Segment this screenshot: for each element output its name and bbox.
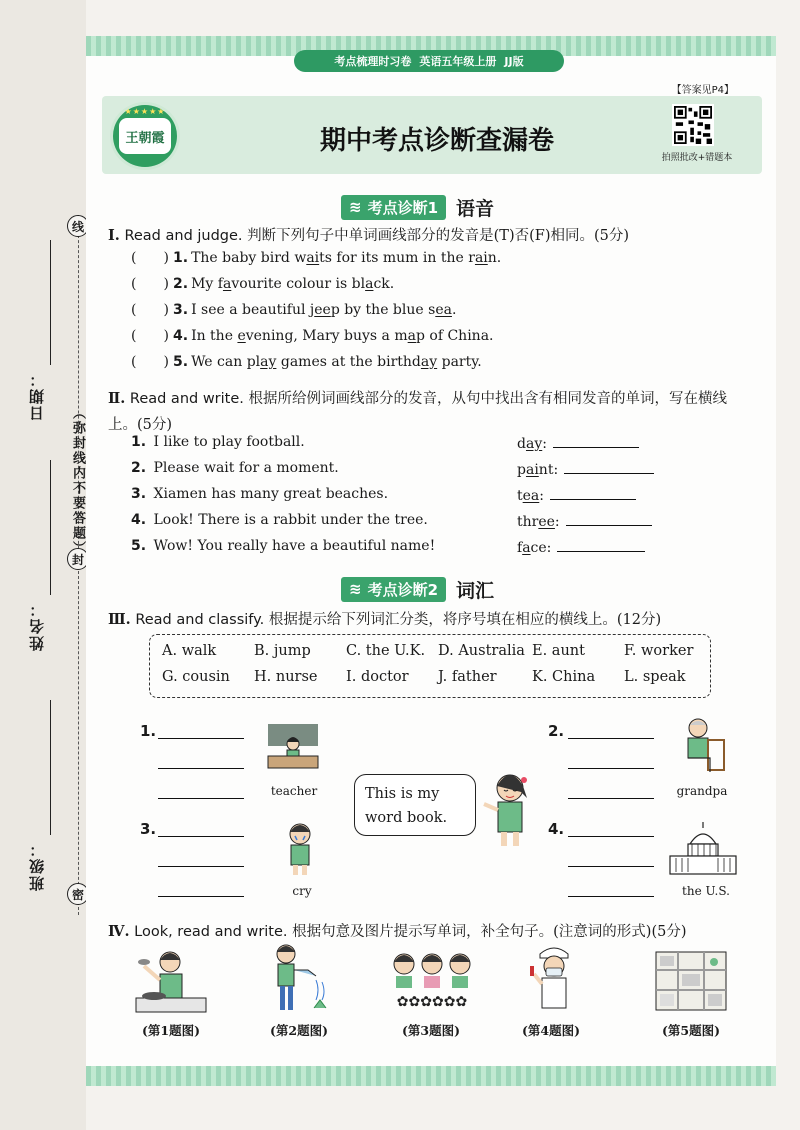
date-field[interactable]: [26, 370, 56, 421]
date-label: 日期：: [28, 370, 46, 421]
word-option: J. father: [438, 669, 497, 685]
question-number: 1.: [131, 434, 147, 450]
sentence-text: I see a beautiful j: [191, 302, 315, 318]
answer-paren[interactable]: ( ): [131, 276, 169, 292]
answer-blank[interactable]: [557, 538, 645, 552]
class-field[interactable]: [26, 840, 56, 891]
sentence-text: ck.: [373, 276, 395, 292]
sentence-text: ce:: [530, 540, 552, 556]
group2-blank-3[interactable]: [568, 798, 654, 799]
page-title: 期中考点诊断查漏卷: [319, 126, 554, 156]
question-sentence: Please wait for a moment.: [149, 460, 339, 476]
series-edition: JJ版: [504, 55, 524, 68]
question-sentence: [191, 328, 493, 344]
group3-blank-1[interactable]: [158, 836, 244, 837]
name-line: [50, 460, 51, 595]
answer-blank[interactable]: [564, 460, 654, 474]
sentence-text: :: [542, 436, 547, 452]
question-sentence: I like to play football.: [149, 434, 305, 450]
underlined-letters: ai: [474, 250, 488, 266]
logo-stars-icon: ★★★★★: [124, 107, 166, 116]
watering-girl-picture: [264, 942, 334, 1014]
answer-blank[interactable]: [566, 512, 652, 526]
teacher-picture: [266, 722, 320, 770]
series-subject: 英语五年级上册: [419, 55, 497, 68]
word-option: B. jump: [254, 643, 311, 659]
sentence-text: :: [539, 488, 544, 504]
underlined-letters: ea: [522, 488, 540, 504]
underlined-letters: a: [365, 276, 374, 292]
write-item: [131, 512, 691, 528]
question-number: 4.: [173, 328, 189, 344]
sentence-text: n.: [487, 250, 502, 266]
part3-en: Read and classify.: [135, 612, 265, 628]
question-number: 3.: [173, 302, 189, 318]
part2-cn-line2: 上。(5分): [108, 417, 173, 433]
underlined-letters: a: [522, 540, 531, 556]
question-sentence: [191, 302, 456, 318]
word-bank: [149, 634, 711, 698]
judge-item: [131, 328, 494, 344]
part2-cn-line1: 根据所给例词画线部分的发音，从句中找出含有相同发音的单词，写在横线: [248, 391, 727, 407]
sentence-text: p of China.: [416, 328, 494, 344]
part4-en: Look, read and write.: [134, 924, 288, 940]
name-field[interactable]: [26, 600, 56, 651]
underlined-letters: e: [237, 328, 246, 344]
question-number: 4.: [131, 512, 147, 528]
underlined-letters: ea: [435, 302, 452, 318]
sentence-text: nt:: [538, 462, 559, 478]
word-option: I. doctor: [346, 669, 409, 685]
answer-paren[interactable]: ( ): [131, 302, 169, 318]
part2-number: Ⅱ.: [108, 390, 126, 407]
group3-number: 3.: [140, 820, 157, 838]
section1-badge: [341, 195, 446, 220]
section1-heading: [341, 194, 494, 220]
sentence-text: games at the birthd: [276, 354, 421, 370]
word-option: A. walk: [162, 643, 217, 659]
wave-icon: ≋: [349, 580, 362, 598]
example-word: [517, 434, 639, 452]
sentence-text: My f: [191, 276, 223, 292]
sentence-text: f: [517, 540, 523, 556]
underlined-letters: ai: [525, 462, 539, 478]
example-word: [517, 512, 652, 530]
underlined-letters: ee: [538, 514, 555, 530]
picture3-caption: (第3题图): [401, 1023, 461, 1038]
section2-badge-text: 考点诊断2: [367, 580, 439, 599]
sentence-text: t: [517, 488, 523, 504]
group1-blank-2[interactable]: [158, 768, 244, 769]
underlined-letters: ay: [260, 354, 277, 370]
write-item: [131, 460, 691, 476]
word-option: H. nurse: [254, 669, 318, 685]
picture2-caption: (第2题图): [269, 1023, 329, 1038]
group1-number: 1.: [140, 722, 157, 740]
group4-blank-2[interactable]: [568, 866, 654, 867]
question-number: 5.: [173, 354, 189, 370]
question-number: 2.: [173, 276, 189, 292]
sentence-text: .: [451, 302, 457, 318]
sentence-text: vourite colour is bl: [231, 276, 366, 292]
group2-blank-1[interactable]: [568, 738, 654, 739]
question-number: 5.: [131, 538, 147, 554]
sentence-text: In the: [191, 328, 238, 344]
underlined-letters: ay: [420, 354, 438, 370]
svg-text:✿✿✿✿✿✿: ✿✿✿✿✿✿: [396, 994, 468, 1010]
section2-heading: [341, 576, 494, 602]
answer-reference: 【答案见P4】: [671, 85, 734, 96]
word-option: E. aunt: [532, 643, 585, 659]
sentence-text: thr: [517, 514, 539, 530]
sentence-text: party.: [437, 354, 482, 370]
underlined-letters: a: [222, 276, 232, 292]
title-band: [102, 96, 762, 174]
class-line: [50, 700, 51, 835]
judge-item: [131, 276, 394, 292]
underlined-letters: ee: [314, 302, 331, 318]
judge-item: [131, 302, 456, 318]
brand-logo: [110, 102, 180, 170]
seal-char-top: 线: [67, 215, 89, 237]
date-line: [50, 240, 51, 365]
underlined-letters: ai: [306, 250, 320, 266]
series-name: 考点梳理时习卷: [334, 55, 412, 68]
part4-number: Ⅳ.: [108, 923, 130, 940]
word-option: F. worker: [624, 643, 694, 659]
group4-number: 4.: [548, 820, 565, 838]
underlined-letters: a: [407, 328, 416, 344]
question-sentence: [191, 354, 482, 370]
part2-en: Read and write.: [129, 391, 244, 407]
word-option: L. speak: [624, 669, 686, 685]
question-sentence: Xiamen has many great beaches.: [149, 486, 389, 502]
seal-char-mid: 封: [67, 548, 89, 570]
sentence-text: d: [517, 436, 526, 452]
sentence-text: vening, Mary buys a m: [245, 328, 408, 344]
example-word: [517, 486, 636, 504]
example-word: [517, 538, 645, 556]
group1-blank-3[interactable]: [158, 798, 244, 799]
bottom-wave-border: [86, 1066, 776, 1086]
group4-blank-1[interactable]: [568, 836, 654, 837]
sentence-text: p by the blue s: [330, 302, 436, 318]
group2-blank-2[interactable]: [568, 768, 654, 769]
answer-paren[interactable]: ( ): [131, 250, 169, 266]
part1-cn: 判断下列句子中单词画线部分的发音是(T)否(F)相同。(5分): [247, 228, 630, 244]
qr-caption: 拍照批改+错题本: [661, 153, 733, 163]
part4-instruction: [108, 920, 687, 941]
name-label: 姓名：: [28, 600, 46, 651]
us-label: the U.S.: [682, 884, 730, 898]
part3-instruction: [108, 608, 661, 629]
write-item: [131, 538, 691, 554]
us-capitol-picture: [668, 820, 738, 878]
part2-instruction: [108, 386, 768, 438]
group4-blank-3[interactable]: [568, 896, 654, 897]
group3-blank-3[interactable]: [158, 896, 244, 897]
question-number: 1.: [173, 250, 189, 266]
grandpa-label: grandpa: [676, 784, 728, 798]
section2-badge: [341, 577, 446, 602]
write-item: [131, 434, 691, 450]
group1-blank-1[interactable]: [158, 738, 244, 739]
word-option: K. China: [532, 669, 596, 685]
question-sentence: [191, 276, 394, 292]
cooking-boy-picture: [132, 946, 210, 1014]
worksheet-page: [86, 36, 776, 1086]
judge-item: [131, 250, 501, 266]
sentence-text: :: [554, 514, 560, 530]
sentence-text: The baby bird w: [191, 250, 307, 266]
sentence-text: We can pl: [191, 354, 261, 370]
question-number: 3.: [131, 486, 147, 502]
question-number: 2.: [131, 460, 147, 476]
part1-instruction: [108, 224, 629, 245]
picture1-caption: (第1题图): [141, 1023, 201, 1038]
crying-girl-picture: [280, 820, 320, 876]
part3-number: Ⅲ.: [108, 611, 131, 628]
group3-blank-2[interactable]: [158, 866, 244, 867]
group2-number: 2.: [548, 722, 565, 740]
speech-bubble: This is my word book.: [354, 774, 476, 836]
judge-item: [131, 354, 482, 370]
question-sentence: Wow! You really have a beautiful name!: [149, 538, 436, 554]
picture5-caption: (第5题图): [661, 1023, 721, 1038]
write-item: [131, 486, 691, 502]
seal-note: （弥封线内不要答题）: [70, 406, 85, 556]
section1-name: 语音: [456, 197, 495, 220]
word-option: D. Australia: [438, 643, 525, 659]
pointing-girl-picture: [480, 770, 536, 850]
part1-en: Read and judge.: [124, 228, 243, 244]
question-sentence: Look! There is a rabbit under the tree.: [149, 512, 428, 528]
binding-strip: [0, 0, 86, 1130]
wave-icon: ≋: [349, 198, 362, 216]
sentence-text: ts for its mum in the r: [319, 250, 475, 266]
word-option: G. cousin: [162, 669, 230, 685]
nurse-picture: [526, 944, 582, 1014]
answer-blank[interactable]: [550, 486, 636, 500]
sentence-text: p: [517, 462, 526, 478]
city-map-picture: [654, 950, 728, 1012]
section1-badge-text: 考点诊断1: [367, 198, 439, 217]
word-option: C. the U.K.: [346, 643, 426, 659]
qr-code-icon[interactable]: [672, 104, 714, 146]
section2-name: 词汇: [456, 579, 495, 602]
underlined-letters: ay: [525, 436, 543, 452]
answer-paren[interactable]: ( ): [131, 328, 169, 344]
answer-paren[interactable]: ( ): [131, 354, 169, 370]
cry-label: cry: [292, 884, 312, 898]
class-label: 班级：: [28, 840, 46, 891]
teacher-label: teacher: [270, 784, 318, 798]
question-sentence: [191, 250, 501, 266]
part4-cn: 根据句意及图片提示写单词，补全句子。(注意词的形式)(5分): [292, 924, 687, 940]
children-flowers-picture: [382, 948, 482, 1014]
part3-cn: 根据提示给下列词汇分类，将序号填在相应的横线上。(12分): [268, 612, 662, 628]
logo-text: 王朝霞: [119, 118, 171, 154]
series-header: [294, 50, 564, 72]
picture4-caption: (第4题图): [521, 1023, 581, 1038]
answer-blank[interactable]: [553, 434, 639, 448]
seal-char-bottom: 密: [67, 883, 89, 905]
part1-number: Ⅰ.: [108, 227, 120, 244]
grandpa-picture: [674, 716, 730, 776]
example-word: [517, 460, 654, 478]
